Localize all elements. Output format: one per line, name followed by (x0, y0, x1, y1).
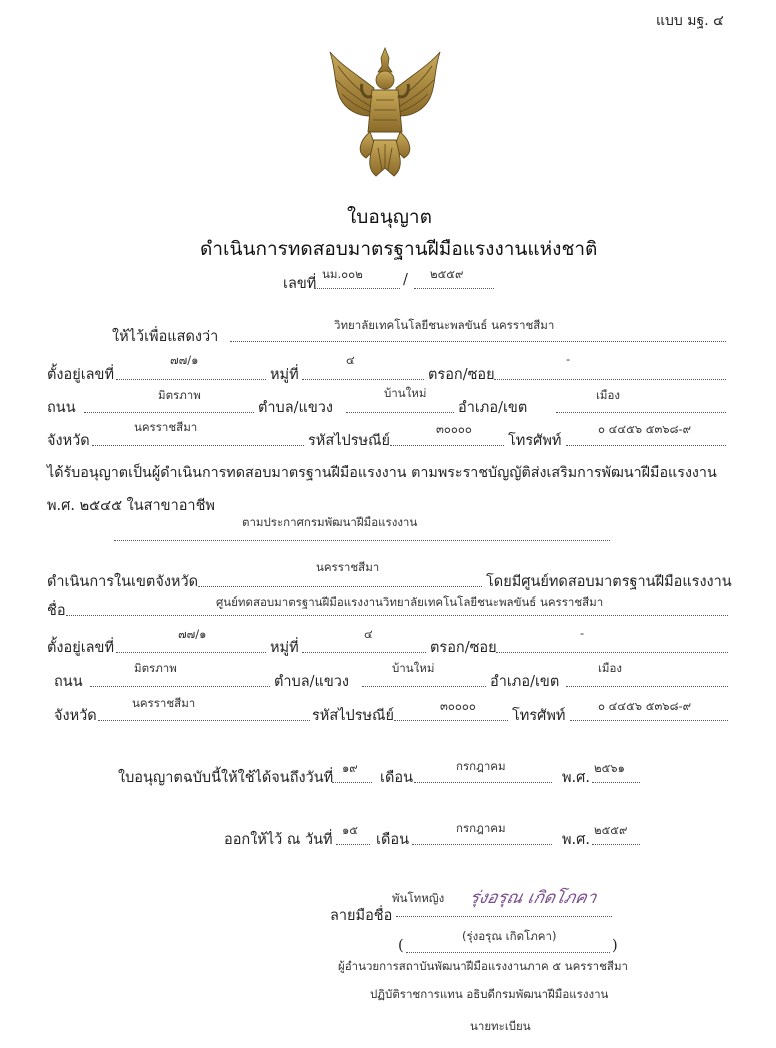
address1-number-label: ตั้งอยู่เลขที่ (47, 367, 115, 383)
address1-road-label: ถนน (47, 400, 76, 416)
registrar-title: นายทะเบียน (470, 1019, 531, 1033)
signer-position2: ปฏิบัติราชการแทน อธิบดีกรมพัฒนาฝีมือแรงงาน (370, 987, 609, 1001)
issued-day: ๑๕ (342, 823, 359, 837)
address2-province: นครราชสีมา (132, 696, 196, 710)
license-number: นม.๐๐๒ (322, 267, 363, 281)
handwritten-signature: รุ่งอรุณ เกิดโภคา (467, 888, 599, 908)
license-separator: / (403, 272, 408, 288)
address2-postal: ๓๐๐๐๐ (440, 699, 476, 713)
document-title: ใบอนุญาต (347, 206, 432, 228)
address2-moo-label: หมู่ที่ (270, 640, 299, 656)
issued-label: ออกให้ไว้ ณ วันที่ (224, 832, 333, 848)
area-label: ดำเนินการในเขตจังหวัด (47, 574, 199, 590)
signature-label: ลายมือชื่อ (330, 908, 393, 924)
address1-subdistrict-label: ตำบล/แขวง (258, 400, 334, 416)
address1-road: มิตรภาพ (158, 388, 201, 402)
address1-postal: ๓๐๐๐๐ (436, 422, 472, 436)
validity-label: ใบอนุญาตฉบับนี้ให้ใช้ได้จนถึงวันที่ (118, 770, 334, 786)
license-number-label: เลขที่ (283, 276, 317, 292)
address1-province: นครราชสีมา (134, 420, 198, 434)
issued-month: กรกฎาคม (456, 821, 506, 835)
occupation: ตามประกาศกรมพัฒนาฝีมือแรงงาน (242, 515, 418, 529)
address2-number: ๗๗/๑ (178, 627, 207, 641)
validity-year-label: พ.ศ. (562, 770, 590, 786)
address2-province-label: จังหวัด (54, 708, 97, 724)
address2-moo: ๔ (364, 627, 373, 641)
document-subtitle: ดำเนินการทดสอบมาตรฐานฝีมือแรงงานแห่งชาติ (200, 238, 598, 260)
signer-position1: ผู้อำนวยการสถาบันพัฒนาฝีมือแรงงานภาค ๕ นครราชสีมา (338, 959, 628, 973)
signer-paren-close: ) (612, 938, 618, 954)
issued-month-label: เดือน (376, 832, 409, 848)
address2-postal-label: รหัสไปรษณีย์ (312, 708, 394, 724)
validity-month-label: เดือน (380, 770, 413, 786)
form-code: แบบ มฐ. ๔ (656, 13, 724, 29)
address1-moo-label: หมู่ที่ (270, 367, 299, 383)
address2-number-label: ตั้งอยู่เลขที่ (47, 640, 115, 656)
signer-paren-open: ( (398, 938, 404, 954)
license-year: ๒๕๕๙ (430, 267, 464, 281)
statement-line2: พ.ศ. ๒๕๔๕ ในสาขาอาชีพ (47, 498, 215, 514)
address1-soi: - (566, 352, 571, 366)
address1-soi-label: ตรอก/ซอย (428, 367, 495, 383)
area-province: นครราชสีมา (316, 560, 380, 574)
validity-month: กรกฎาคม (456, 759, 506, 773)
holder-name: วิทยาลัยเทคโนโลยีชนะพลขันธ์ นครราชสีมา (334, 318, 555, 332)
address2-subdistrict-label: ตำบล/แขวง (274, 674, 350, 690)
address2-soi-label: ตรอก/ซอย (430, 640, 497, 656)
statement-line1: ได้รับอนุญาตเป็นผู้ดำเนินการทดสอบมาตรฐานฝีมือแรงงาน ตามพระราชบัญญัติส่งเสริมการพัฒนาฝีมือแรงงาน (47, 465, 717, 481)
address1-postal-label: รหัสไปรษณีย์ (308, 433, 390, 449)
address1-phone-label: โทรศัพท์ (508, 433, 562, 449)
validity-year: ๒๕๖๑ (594, 761, 625, 775)
address2-subdistrict: บ้านใหม่ (392, 661, 435, 675)
address2-road: มิตรภาพ (134, 661, 177, 675)
address2-soi: - (580, 626, 585, 640)
address2-district-label: อำเภอ/เขต (490, 674, 560, 690)
holder-label: ให้ไว้เพื่อแสดงว่า (112, 329, 219, 345)
center-label: โดยมีศูนย์ทดสอบมาตรฐานฝีมือแรงงาน (486, 574, 732, 590)
address2-phone: ๐ ๔๔๕๖ ๕๓๖๘-๙ (598, 699, 692, 713)
address1-district: เมือง (596, 388, 621, 402)
address1-district-label: อำเภอ/เขต (458, 400, 528, 416)
address1-moo: ๔ (346, 353, 355, 367)
validity-day: ๑๙ (342, 761, 358, 775)
center-name: ศูนย์ทดสอบมาตรฐานฝีมือแรงงานวิทยาลัยเทคโนโลยีชนะพลขันธ์ นครราชสีมา (216, 595, 604, 609)
signer-name: (รุ่งอรุณ เกิดโภคา) (462, 929, 557, 943)
issued-year-label: พ.ศ. (562, 832, 590, 848)
garuda-emblem-icon (326, 44, 444, 180)
signer-rank: พันโทหญิง (392, 891, 445, 905)
issued-year: ๒๕๕๙ (594, 823, 628, 837)
address1-phone: ๐ ๔๔๕๖ ๕๓๖๘-๙ (598, 422, 692, 436)
address2-road-label: ถนน (54, 674, 83, 690)
address1-province-label: จังหวัด (47, 433, 90, 449)
address2-district: เมือง (598, 661, 623, 675)
address2-phone-label: โทรศัพท์ (512, 708, 566, 724)
center-name-label: ชื่อ (47, 603, 66, 619)
address1-number: ๗๗/๑ (170, 353, 199, 367)
address1-subdistrict: บ้านใหม่ (384, 386, 427, 400)
